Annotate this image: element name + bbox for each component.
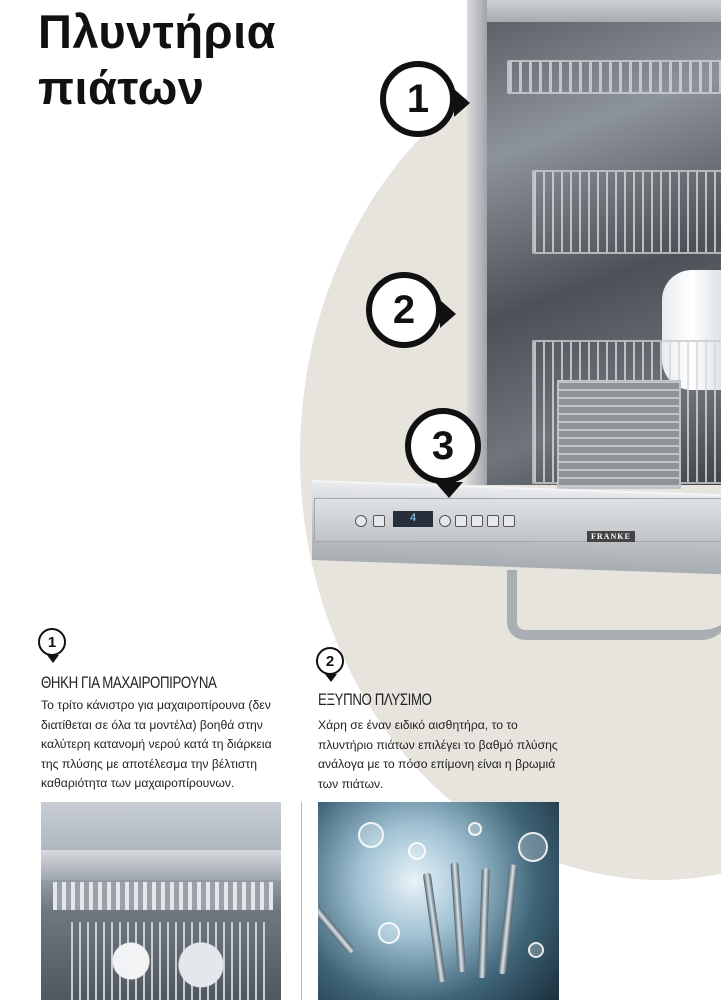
dishwasher-top-frame: [487, 0, 721, 22]
option-button-icon: [455, 515, 467, 527]
feature-title-1: ΘΗΚΗ ΓΙΑ ΜΑΧΑΙΡΟΠΙΡΟΥΝΑ: [41, 673, 217, 692]
feature-pin-1: 1: [38, 628, 66, 656]
power-button-icon: [355, 515, 367, 527]
feature-pin-2: 2: [316, 647, 344, 675]
cutlery-tray-photo: [41, 802, 281, 1000]
program-button-icon: [373, 515, 385, 527]
fork-icon: [478, 868, 490, 978]
feature-body-2: Χάρη σε έναν ειδικό αισθητήρα, το το πλυντήριο πιάτων επιλέγει το βαθμό πλύσης ανάλογα με το πόσο επίμονη είναι η βρωμιά των πιάτων.: [318, 718, 558, 791]
page-title-line2: πιάτων: [38, 61, 205, 114]
feature-body-1: Το τρίτο κάνιστρο για μαχαιροπίρουνα (δεν διατίθεται σε όλα τα μοντέλα) βοηθά στην καλύτερη κατανομή νερού κατά τη διάρκεια της πλύσης με αποτέλεσμα την βέλτιστη καθαριότητα των μαχαιροπίρουνων.: [41, 698, 272, 790]
fork-icon: [423, 873, 446, 983]
bubble-icon: [468, 822, 482, 836]
start-button-icon: [439, 515, 451, 527]
photo-cutlery-tray: [53, 882, 273, 910]
option-button-icon: [471, 515, 483, 527]
program-display: 4: [393, 511, 433, 527]
page-title-line1: Πλυντήρια: [38, 5, 277, 58]
door-handle: [507, 570, 721, 640]
bubble-icon: [358, 822, 384, 848]
water-splash-photo: [318, 802, 559, 1000]
cutlery-tray: [507, 60, 721, 94]
dishwasher-side-panel: [467, 0, 487, 485]
feature-title-2: ΕΞΥΠΝΟ ΠΛΥΣΙΜΟ: [318, 690, 432, 709]
bubble-icon: [518, 832, 548, 862]
control-panel: [314, 498, 721, 542]
fork-icon: [318, 865, 355, 954]
bubble-icon: [378, 922, 400, 944]
option-button-icon: [487, 515, 499, 527]
brand-logo: FRANKE: [587, 531, 635, 542]
option-button-icon: [503, 515, 515, 527]
callout-marker-1: 1: [380, 61, 456, 137]
cutlery-basket: [557, 380, 681, 489]
column-divider: [301, 802, 302, 1000]
photo-dishwasher-frame: [41, 850, 281, 880]
bubble-icon: [528, 942, 544, 958]
fork-icon: [498, 864, 517, 974]
bubble-icon: [408, 842, 426, 860]
photo-dishes: [71, 922, 271, 1000]
dishwasher-illustration: [409, 0, 721, 650]
callout-marker-3: 3: [405, 408, 481, 484]
fork-icon: [450, 862, 466, 972]
callout-marker-2: 2: [366, 272, 442, 348]
page-title: [38, 4, 276, 116]
upper-rack: [532, 170, 721, 254]
